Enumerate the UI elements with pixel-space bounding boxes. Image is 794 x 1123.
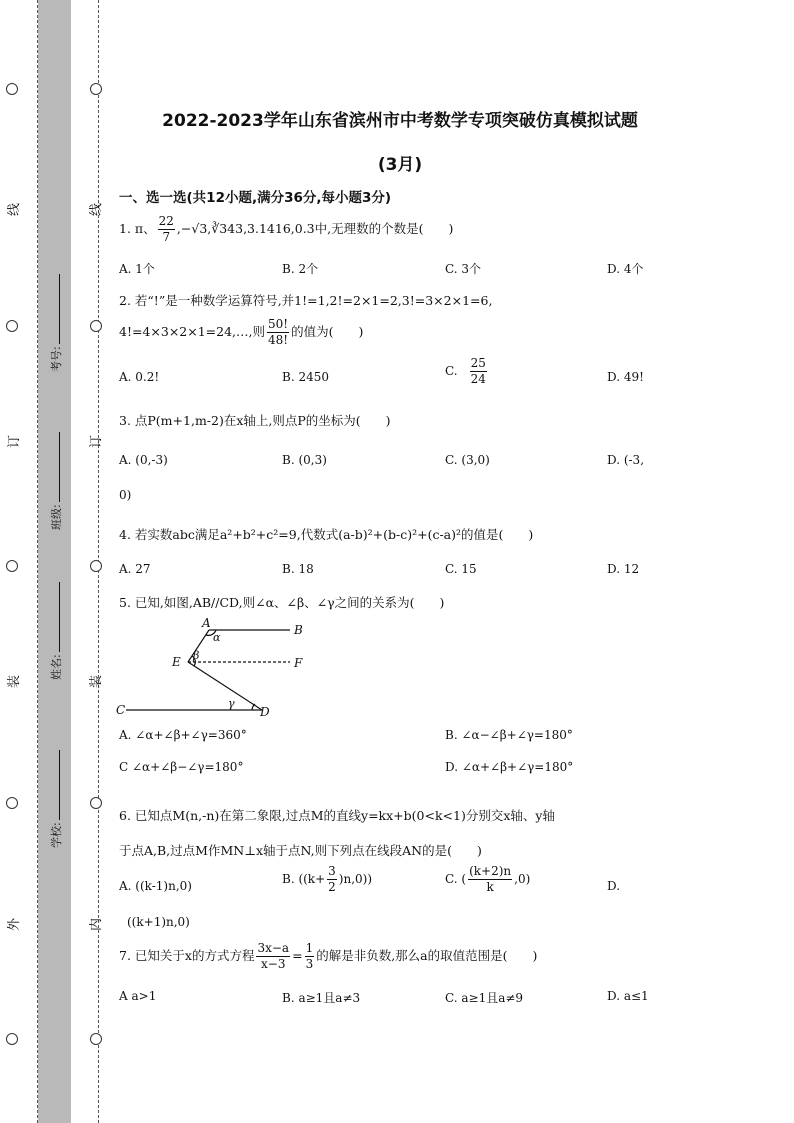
option-a[interactable]: A. 1个 [119,262,155,276]
option-c[interactable]: C. 15 [445,562,477,576]
option-a[interactable]: A. ((k-1)n,0) [119,879,192,893]
fraction: $\frac{1}{3}$ [305,941,314,971]
geometry-figure [112,615,312,720]
exam-number-field[interactable]: 考号: [48,274,64,372]
option-d-wrap: ((k+1)n,0) [127,915,190,929]
binding-hole [6,560,18,572]
question-2-line2: 4!=4×3×2×1=24,…,则 $\frac{50!}{48!}$ 的值为( ) [119,317,364,347]
option-a[interactable]: A. 27 [119,562,151,576]
side-char-inner: 订 [89,434,105,449]
school-field[interactable]: 学校: [48,750,64,848]
option-b[interactable]: B. 2个 [282,262,319,276]
side-char-outer: 线 [7,202,23,217]
question-1: 1. π、 $\frac{22}{7}$ ,−√3,∛343,3.1416,0.3中,无理数的个数是( ) [119,214,454,244]
option-d-wrap: 0) [119,488,132,502]
binding-hole [90,1033,102,1045]
option-b[interactable]: B. (0,3) [282,453,327,467]
fraction: $\frac{25}{24}$ [470,356,486,386]
page-title: 2022-2023学年山东省滨州市中考数学专项突破仿真模拟试题 [162,111,638,131]
question-6-line2: 于点A,B,过点M作MN⊥x轴于点N,则下列点在线段AN的是( ) [119,843,482,858]
option-c[interactable]: C. (3,0) [445,453,490,467]
option-d[interactable]: D. 12 [607,562,640,576]
question-5: 5. 已知,如图,AB//CD,则∠α、∠β、∠γ之间的关系为( ) [119,595,445,610]
side-char-outer: 外 [7,917,23,932]
fraction: $\frac{3}{2}$ [328,864,336,894]
binding-hole [90,560,102,572]
fraction: $\frac{50!}{48!}$ [268,317,289,347]
binding-hole [6,83,18,95]
label-gamma: γ [228,697,235,710]
option-d[interactable]: D. (-3, [607,453,645,467]
option-b[interactable]: B. 2450 [282,370,329,384]
option-d[interactable]: D. [607,879,621,893]
fraction: $\frac{(k+2)n}{k}$ [469,864,512,894]
label-c: C [116,703,126,717]
binding-hole [6,320,18,332]
label-f: F [294,656,303,670]
option-a[interactable]: A. ∠α+∠β+∠γ=360° [119,728,247,742]
question-4: 4. 若实数abc满足a²+b²+c²=9,代数式(a-b)²+(b-c)²+(c-a)²的值是( ) [119,527,534,542]
label-e: E [172,655,181,669]
option-c[interactable]: C. a≥1且a≠9 [445,991,524,1005]
option-b[interactable]: B. a≥1且a≠3 [282,991,361,1005]
side-char-outer: 装 [7,674,23,689]
question-3: 3. 点P(m+1,m-2)在x轴上,则点P的坐标为( ) [119,413,391,428]
name-field[interactable]: 姓名: [48,582,64,680]
segment-ed [188,662,262,710]
option-b[interactable]: B. 18 [282,562,314,576]
binding-hole [90,797,102,809]
arc-gamma [252,704,255,710]
binding-hole [6,797,18,809]
option-c[interactable]: C. 3个 [445,262,482,276]
label-b: B [294,623,303,637]
option-c[interactable]: C. $\frac{25}{24}$ [445,356,486,386]
option-d[interactable]: D. 49! [607,370,644,384]
page-subtitle: (3月) [377,155,423,175]
fraction: $\frac{22}{7}$ [158,214,174,244]
option-c[interactable]: C ∠α+∠β−∠γ=180° [119,760,244,774]
option-b[interactable]: B. ∠α−∠β+∠γ=180° [445,728,573,742]
class-field[interactable]: 班级: [48,432,64,530]
option-b[interactable]: B. ((k+ $\frac{3}{2}$ )n,0)) [282,864,373,894]
question-6-line1: 6. 已知点M(n,-n)在第二象限,过点M的直线y=kx+b(0<k<1)分别交x轴、y轴 [119,808,555,823]
option-c[interactable]: C. ( $\frac{(k+2)n}{k}$ ,0) [445,864,531,894]
binding-strip [38,0,71,1123]
option-d[interactable]: D. ∠α+∠β+∠γ=180° [445,760,574,774]
side-char-inner: 装 [89,674,105,689]
label-d: D [260,705,270,719]
label-a: A [202,616,211,630]
question-7: 7. 已知关于x的方式方程 $\frac{3x-a}{x-3}$ = $\frac{1}{3}$ 的解是非负数,那么a的取值范围是( ) [119,941,538,971]
side-char-outer: 订 [7,434,23,449]
fraction: $\frac{3x-a}{x-3}$ [257,941,290,971]
option-a[interactable]: A. 0.2! [119,370,160,384]
option-a[interactable]: A a>1 [119,989,157,1003]
option-d[interactable]: D. 4个 [607,262,644,276]
binding-hole [6,1033,18,1045]
side-char-inner: 内 [89,917,105,932]
question-2-line1: 2. 若“!”是一种数学运算符号,并1!=1,2!=2×1=2,3!=3×2×1=6, [119,293,493,308]
section-heading: 一、选一选(共12小题,满分36分,每小题3分) [119,190,392,206]
label-alpha: α [213,631,221,644]
binding-hole [90,83,102,95]
label-beta: β [193,649,200,662]
option-a[interactable]: A. (0,-3) [119,453,168,467]
binding-hole [90,320,102,332]
option-d[interactable]: D. a≤1 [607,989,649,1003]
side-char-inner: 线 [89,202,105,217]
